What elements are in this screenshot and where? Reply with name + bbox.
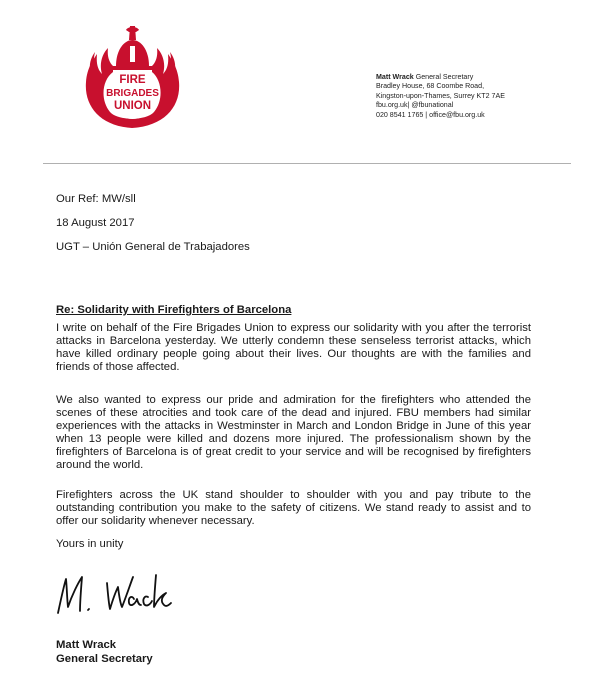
logo-text-line2: BRIGADES (106, 88, 159, 99)
sender-address-line2: Kingston-upon-Thames, Surrey KT2 7AE (376, 91, 505, 100)
sender-block (376, 73, 505, 120)
body-paragraph-1: I write on behalf of the Fire Brigades Union to express our solidarity with you after the terrorist attacks in Barcelona yesterday. We utterly condemn these senseless terrorist attacks, which have killed ordinary people going about their lives. Our thoughts are with the families and friends of those affected. (56, 322, 531, 373)
signer-block (56, 638, 153, 666)
sender-web: fbu.org.uk| @fbunational (376, 101, 454, 110)
sender-contact: 020 8541 1765 | office@fbu.org.uk (376, 110, 485, 119)
signer-name: Matt Wrack (56, 639, 117, 651)
sender-address-line1: Bradley House, 68 Coombe Road, (376, 82, 485, 91)
reference: Our Ref: MW/sll (56, 193, 136, 205)
signer-title: General Secretary (56, 653, 153, 665)
fbu-logo (80, 20, 185, 132)
letter-date: 18 August 2017 (56, 217, 135, 229)
closing-text: Yours in unity (56, 538, 124, 550)
recipient: UGT – Unión General de Trabajadores (56, 241, 250, 253)
body-paragraph-2: We also wanted to express our pride and admiration for the firefighters who attended the scenes of these atrocities and took care of the dead and injured. FBU members had similar experiences with the attacks in Westminster in March and London Bridge in June of this year when 13 people were killed and dozens more injured. The professionalism shown by the firefighters of Barcelona is of great credit to your service and will be recognised by firefighters around the world. (56, 394, 531, 471)
logo-text-line1: FIRE (119, 74, 146, 86)
sender-name-line (376, 73, 505, 82)
subject-line: Re: Solidarity with Firefighters of Barcelona (56, 304, 292, 316)
sender-name: Matt Wrack (376, 73, 414, 81)
handwritten-signature (52, 565, 192, 620)
logo-text-line3: UNION (113, 100, 152, 112)
sender-title: General Secretary (415, 73, 474, 81)
header-divider (43, 163, 571, 164)
body-paragraph-3: Firefighters across the UK stand shoulder to shoulder with you and pay tribute to the outstanding contribution you make to the safety of citizens. We stand ready to assist and to offer our solidarity whenever necessary. (56, 489, 531, 527)
